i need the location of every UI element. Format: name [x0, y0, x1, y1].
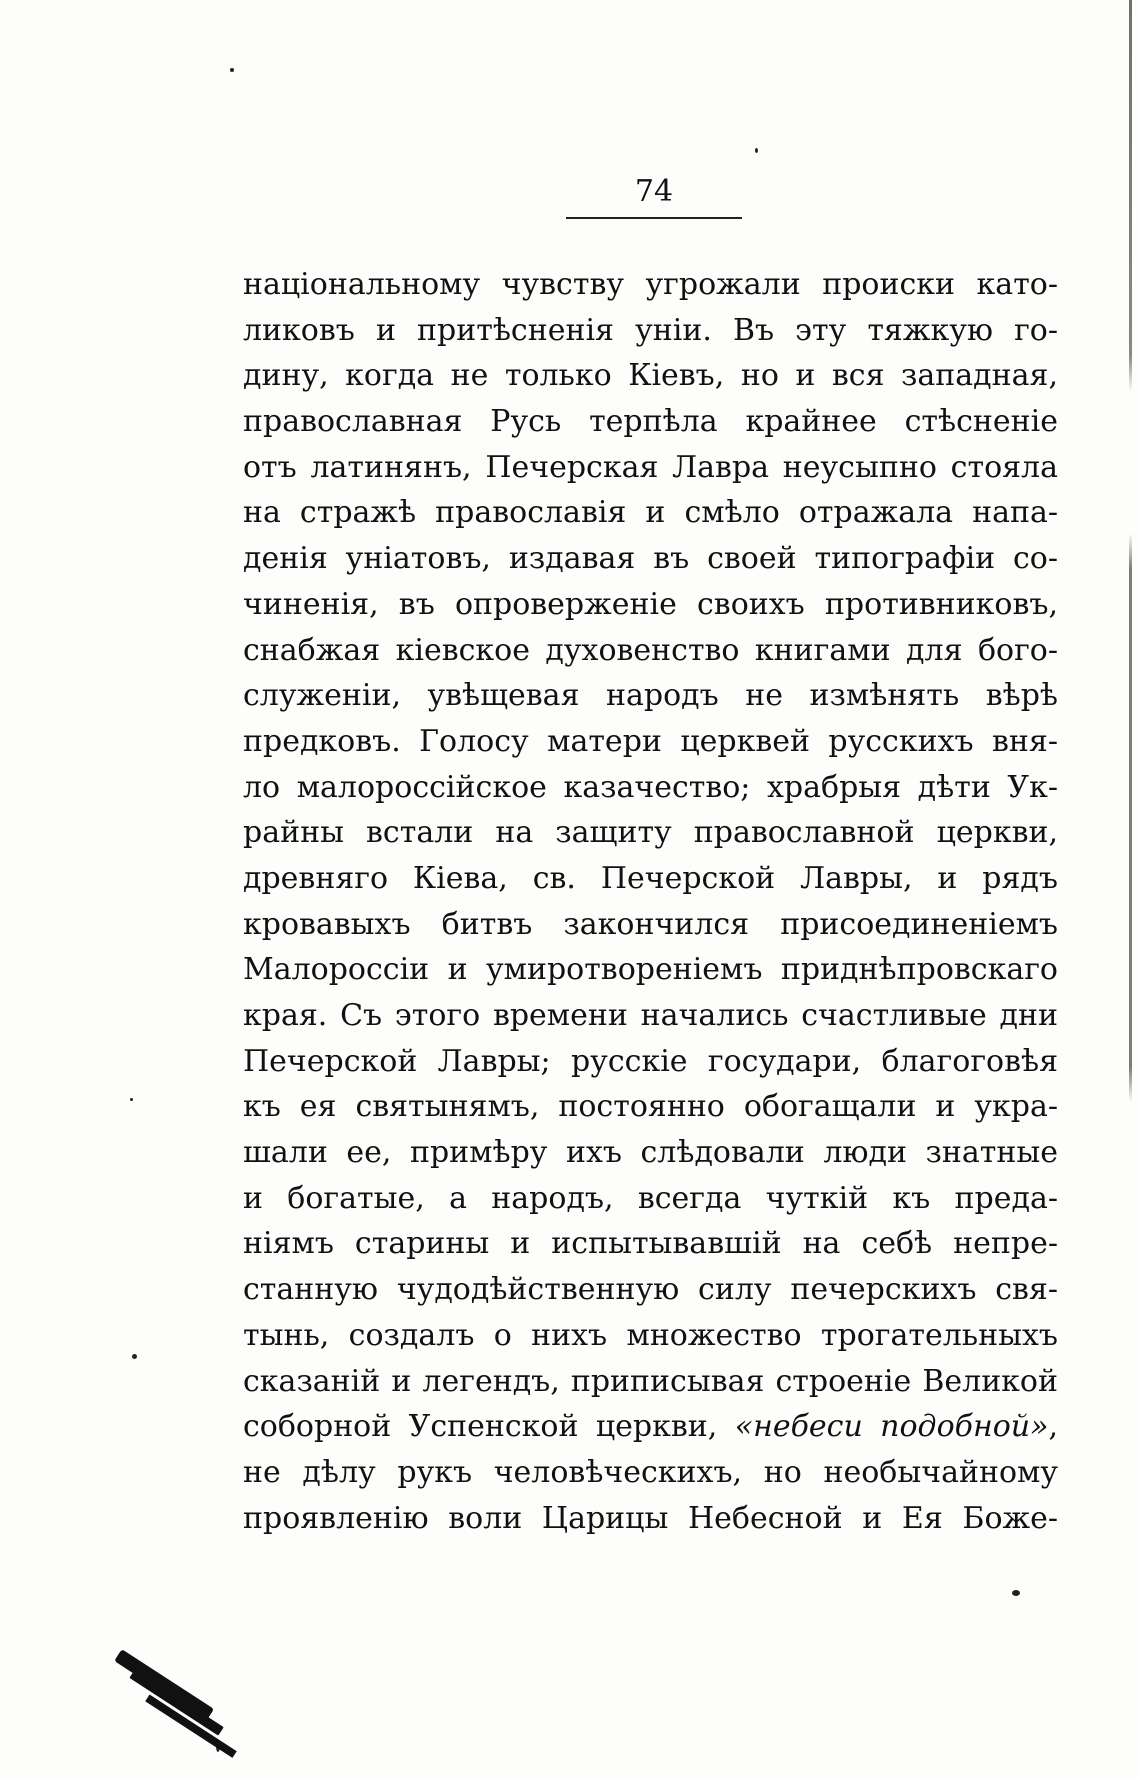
text-line: райны встали на защиту православной церкви,: [243, 815, 1058, 851]
scan-smudge: [114, 1649, 214, 1721]
text-line: денія уніатовъ, издавая въ своей типографіи со-: [243, 541, 1058, 577]
scan-speck: [755, 148, 758, 153]
text-line: ніямъ старины и испытывавшій на себѣ непре-: [243, 1226, 1058, 1262]
text-line: на стражѣ православія и смѣло отражала напа-: [243, 495, 1058, 531]
text-line: тынь, создалъ о нихъ множество трогательныхъ: [243, 1317, 1058, 1353]
text-line: ло малороссійское казачество; храбрыя дѣти Ук-: [243, 769, 1058, 805]
text-line: предковъ. Голосу матери церквей русскихъ вня-: [243, 723, 1058, 759]
text-line: кровавыхъ битвъ закончился присоединеніемъ: [243, 906, 1058, 942]
text-line: сказаній и легендъ, приписывая строеніе Великой: [243, 1363, 1058, 1399]
text-line: ликовъ и притѣсненія уніи. Въ эту тяжкую го-: [243, 312, 1058, 348]
text-segment: ,: [1048, 1409, 1058, 1445]
text-line: проявленію воли Царицы Небесной и Ея Боже-: [243, 1500, 1058, 1536]
scan-speck: [130, 1098, 133, 1101]
text-line: края. Съ этого времени начались счастливые дни: [243, 998, 1058, 1033]
page-number: 74: [634, 174, 674, 209]
text-line: не дѣлу рукъ человѣческихъ, но необычайному: [243, 1454, 1058, 1490]
text-line: національному чувству угрожали происки като-: [243, 267, 1058, 302]
scan-speck: [216, 1740, 220, 1752]
text-line: служеніи, увѣщевая народъ не измѣнять вѣрѣ: [243, 678, 1058, 714]
italic-quote: «небеси подобной»: [734, 1409, 1049, 1445]
text-segment: соборной Успенской церкви,: [243, 1409, 718, 1445]
text-line: къ ея святынямъ, постоянно обогащали и укра-: [243, 1089, 1058, 1125]
text-line: станную чудодѣйственную силу печерскихъ свя-: [243, 1272, 1058, 1308]
body-text: [243, 262, 1058, 1541]
text-line: шали ее, примѣру ихъ слѣдовали люди знатные: [243, 1135, 1058, 1171]
scan-edge: [1129, 0, 1132, 1778]
scan-speck: [230, 68, 234, 72]
text-line: снабжая кіевское духовенство книгами для бого-: [243, 632, 1058, 668]
text-line: чиненія, въ опроверженіе своихъ противниковъ,: [243, 586, 1058, 622]
scan-speck: [132, 1354, 137, 1359]
text-line: отъ латинянъ, Печерская Лавра неусыпно стояла: [243, 449, 1058, 485]
text-line: и богатые, а народъ, всегда чуткій къ преда-: [243, 1180, 1058, 1216]
text-line-mixed: [243, 1404, 1058, 1450]
page-number-rule: [566, 217, 742, 219]
text-line: древняго Кіева, св. Печерской Лавры, и рядъ: [243, 860, 1058, 896]
text-line: дину, когда не только Кіевъ, но и вся западная,: [243, 358, 1058, 394]
text-line: православная Русь терпѣла крайнее стѣсненіе: [243, 404, 1058, 440]
scan-speck: [1012, 1590, 1020, 1596]
text-line: Печерской Лавры; русскіе государи, благоговѣя: [243, 1043, 1058, 1079]
text-line: Малороссіи и умиротвореніемъ приднѣпровскаго: [243, 952, 1058, 988]
